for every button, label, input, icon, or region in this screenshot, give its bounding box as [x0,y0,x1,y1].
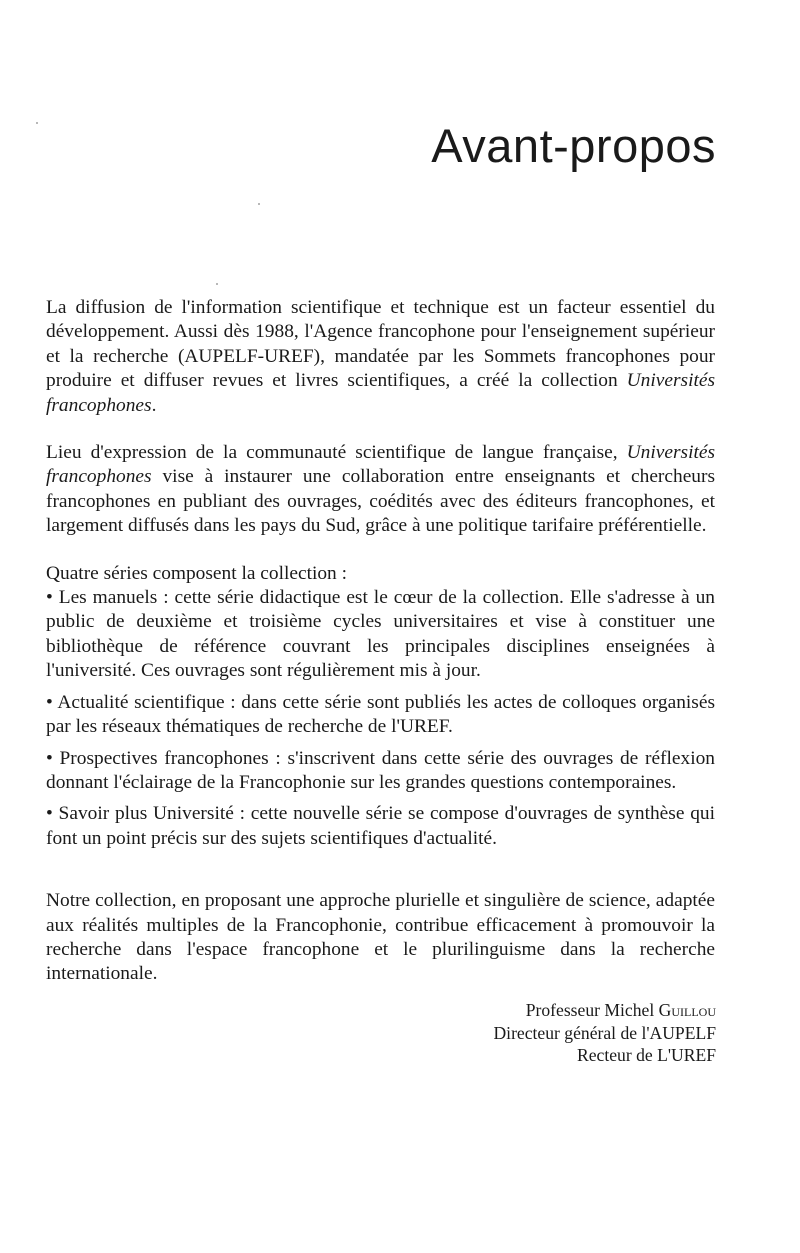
paragraph-mission-start: Lieu d'expression de la communauté scientifique de langue française, [46,442,627,464]
signature-surname: Guillou [658,1000,716,1020]
signature-role: Recteur de L'UREF [577,1045,716,1065]
speck-mark [258,203,260,205]
page-title: Avant-propos [431,119,716,172]
signature-block [493,999,716,1067]
foreword-body [46,296,715,1010]
paragraph-conclusion: Notre collection, en proposant une approche plurielle et singulière de science, adaptée aux réalités multiples de la Francophonie, contribue efficacement à promouvoir la recherche dans l'espace francophone et le plurilinguisme dans la recherche internationale. [46,890,715,985]
paragraph-intro-end: . [151,394,157,416]
signature-name [493,999,716,1022]
series-intro: Quatre séries composent la collection : [46,562,347,584]
paragraph-mission-text: vise à instaurer une collaboration entre enseignants et chercheurs francophones en publiant des ouvrages, coédités avec des éditeurs francophones, et largement diffusés dans les pays du Sud, grâce à une politique tarifaire préférentielle. [46,466,715,537]
speck-mark [36,122,38,124]
series-item-actualite: • Actualité scientifique : dans cette série sont publiés les actes de colloques organisés par les réseaux thématiques de recherche de l'UREF. [46,691,715,738]
paragraph-mission [46,441,715,539]
paragraph-intro-text: La diffusion de l'information scientifique et technique est un facteur essentiel du développement. Aussi dès 1988, l'Agence francophone pour l'enseignement supérieur et la recherche (AUPELF-UREF), mandatée par les Sommets francophones pour produire et diffuser revues et livres scientifiques, a créé la collection [46,297,715,392]
signature-name-prefix: Professeur Michel [525,1000,659,1020]
series-item-prospectives: • Prospectives francophones : s'inscrivent dans cette série des ouvrages de réflexion donnant l'éclairage de la Francophonie sur les grandes questions contemporaines. [46,747,715,793]
series-item-manuels: • Les manuels : cette série didactique est le cœur de la collection. Elle s'adresse à un public de deuxième et troisième cycles universitaires et vise à constituer une bibliothèque de référence couvrant les principales disciplines enseignées à l'université. Ces ouvrages sont régulièrement mis à jour. [46,587,715,682]
collection-name: Universités francophones [46,370,715,416]
series-item-savoir-plus: • Savoir plus Université : cette nouvelle série se compose d'ouvrages de synthèse qui font un point précis sur des sujets scientifiques d'actualité. [46,803,715,849]
collection-name: Universités francophones [46,442,715,488]
paragraph-intro [46,296,715,418]
signature-title: Directeur général de l'AUPELF [493,1022,716,1043]
speck-mark [216,283,218,285]
